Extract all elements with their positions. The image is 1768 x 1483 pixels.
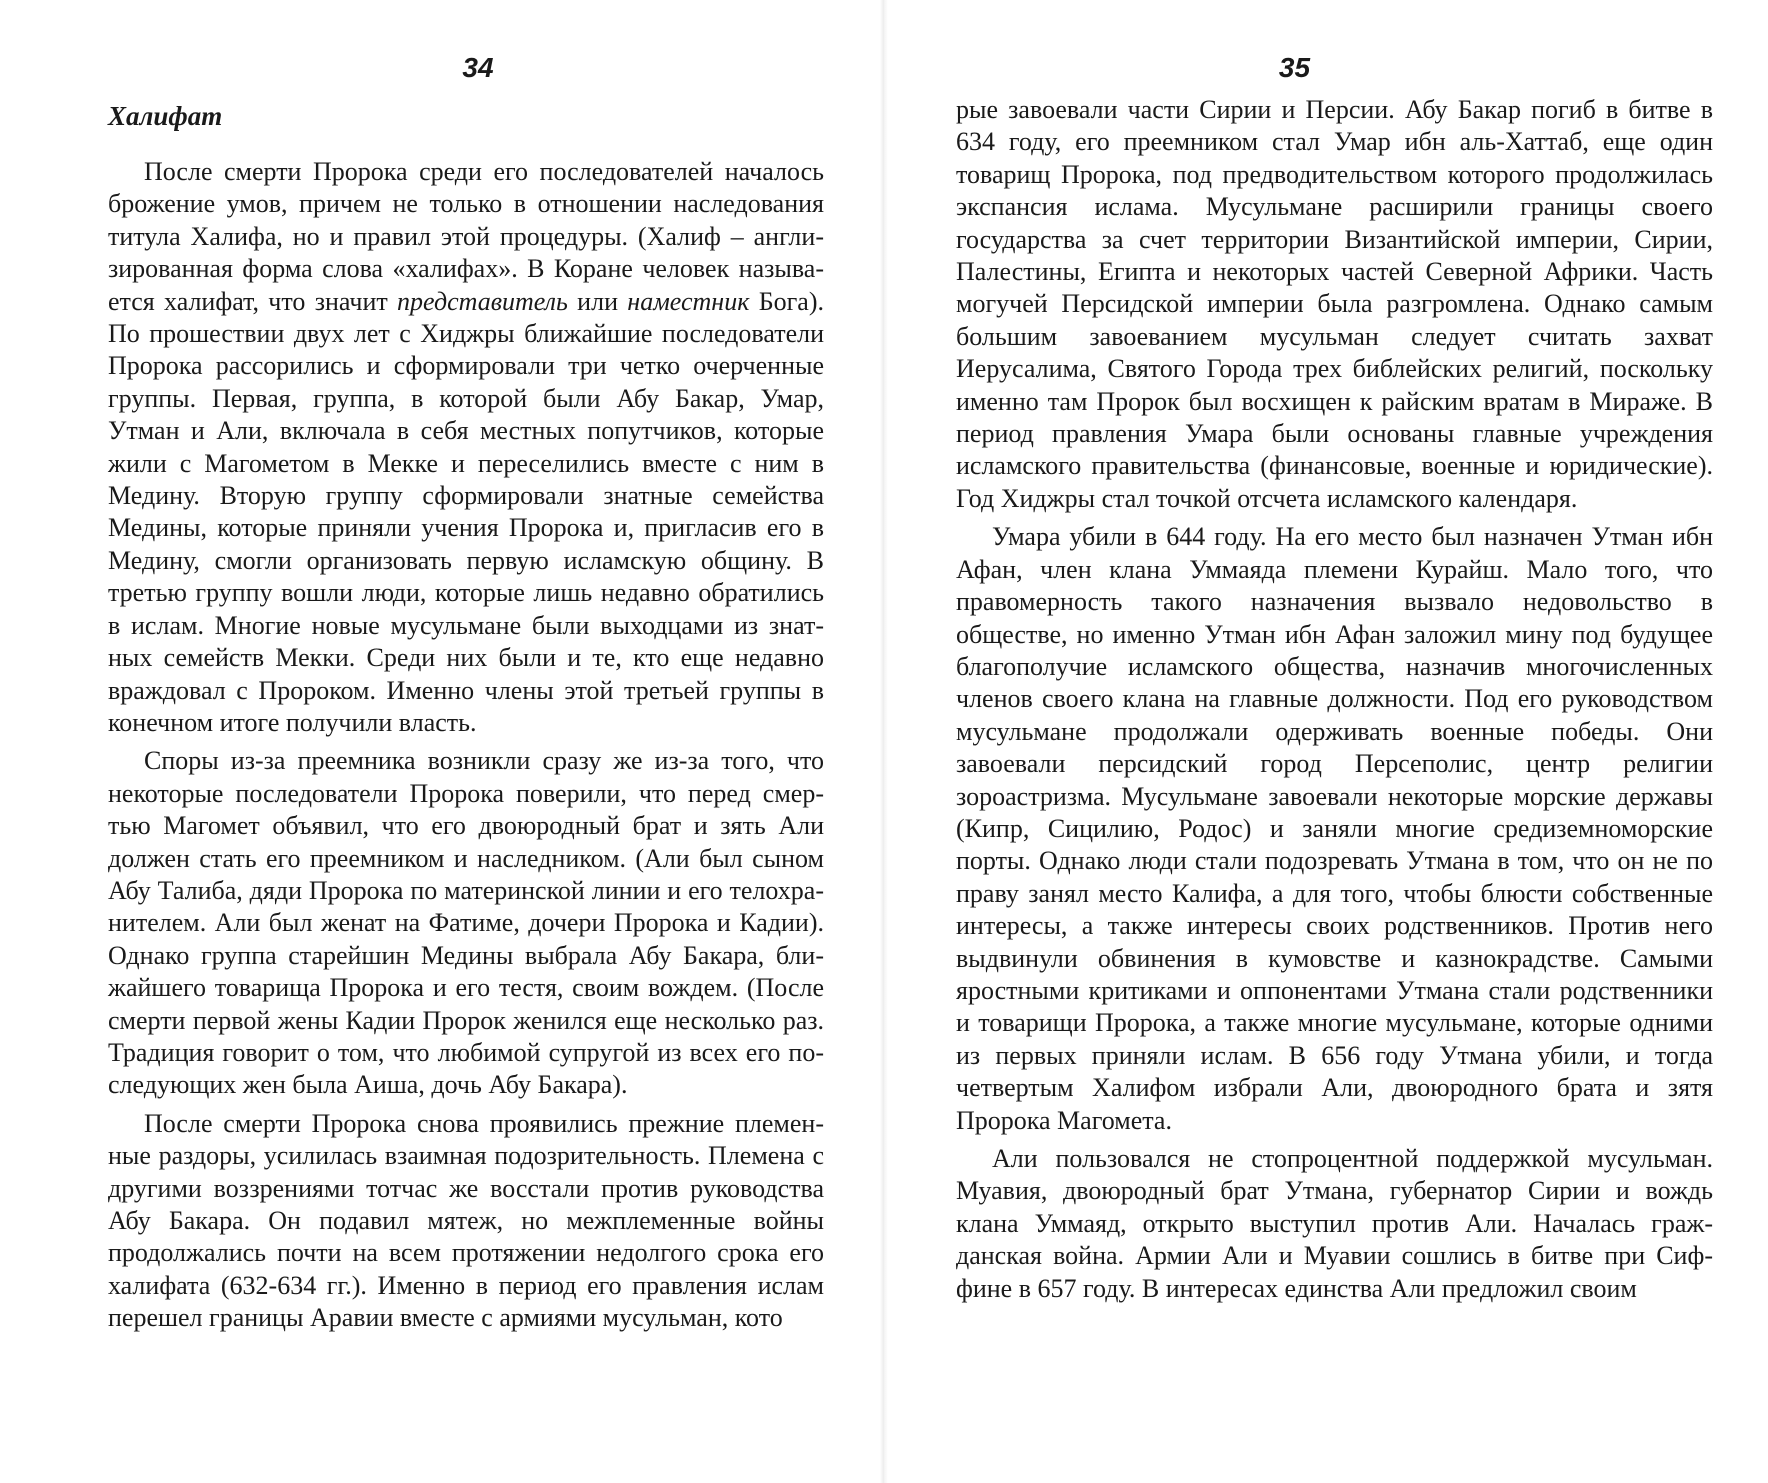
right-page-text [956,94,1713,1305]
paragraph: рые завоевали части Сирии и Персии. Абу Бакар погиб в битве в 634 году, его преемником стал Умар ибн аль-Хаттаб, еще один товарищ Пророка, под предводительством которого продолжилась экспансия ислама. Мусульмане расширили границы своего государства за счет территории Византийской империи, Сирии, Палестины, Египта и некоторых частей Северной Африки. Часть могучей Персидской империи была разгромлена. Однако самым большим завоеванием мусульман следует считать захват Иерусалима, Святого Города трех библейских религий, поскольку именно там Пророк был восхищен к райским вратам в Мираже. В период правления Умара были основаны главные учреждения исламского правительства (финансовые, военные и юридические). Год Хиджры стал точкой отсчета исламского календаря. [956,95,1713,513]
paragraph: После смерти Пророка снова проявились прежние племенные раздоры, усилилась взаимная подозрительность. Племена с другими воззрениями тотчас же восстали против руководства Абу Бакара. Он подавил мятеж, но межплеменные войны продолжались почти на всем протяжении недолгого срока его халифата (632-634 гг.). Именно в период его правления ислам перешел границы Аравии вместе с армиями мусульман, кото [108,1108,824,1333]
paragraph: Али пользовался не стопроцентной поддержкой мусульман. Муавия, двоюродный брат Утмана, губернатор Сирии и вождь клана Уммаяд, открыто выступил против Али. Началась гражданская война. Армии Али и Муавии сошлись в битве при Сиффине в 657 году. В интересах единства Али предложил своим [956,1144,1713,1303]
right-page [884,0,1768,1483]
text-run: После смерти Пророка среди его последователей началось брожение умов, причем не только в отношении наследования титула Халифа, но и правил этой процедуры. (Халиф – англизированная форма слова «халифах». В Коране человек называется халифат, что значит [108,157,824,316]
section-heading: Халифат [108,101,223,131]
paragraph: Споры из-за преемника возникли сразу же из-за того, что некоторые последователи Пророка поверили, что перед смертью Магомет объявил, что его двоюродный брат и зять Али должен стать его преемником и наследником. (Али был сыном Абу Талиба, дяди Пророка по материнской линии и его телохранителем. Али был женат на Фатиме, дочери Пророка и Кадии). Однако группа старейшин Медины выбрала Абу Бакара, ближайшего товарища Пророка и его тестя, своим вождем. (После смерти первой жены Кадии Пророк женился еще несколько раз. Традиция говорит о том, что любимой супругой из всех его последующих жен была Аиша, дочь Абу Бакара). [108,746,824,1100]
paragraph: Умара убили в 644 году. На его место был назначен Утман ибн Афан, член клана Уммаяда племени Курайш. Мало того, что правомерность такого назначения вызвало недовольство в обществе, но именно Утман ибн Афан заложил мину под будущее благополучие исламского общества, назначив многочисленных членов своего клана на главные должности. Под его руководством мусульмане продолжали одерживать военные победы. Они завоевали персидский город Персеполис, центр религии зороастризма. Мусульмане завоевали некоторые морские державы (Кипр, Сицилию, Родос) и заняли многие средиземноморские порты. Однако люди стали подозревать Утмана в том, что он не по праву занял место Калифа, а для того, чтобы блюсти собственные интересы, а также интересы своих родственников. Против него выдвинули обвинения в кумовстве и казнокрадстве. Самыми яростными критиками и оппонентами Утмана стали родственники и товарищи Пророка, а также многие мусульмане, которые одними из первых приняли ислам. В 656 году Утмана убили, и тогда четвертым Халифом избрали Али, двоюродного брата и зятя Пророка Магомета. [956,522,1713,1135]
paragraph [108,156,824,739]
page-number-right: 35 [1278,52,1311,83]
italic-term: наместник [627,286,750,316]
italic-term: представитель [397,286,568,316]
text-run: Бога). По прошествии двух лет с Хиджры ближайшие последователи Пророка рассорились и сформировали три четко очерченные группы. Первая, группа, в которой были Абу Бакар, Умар, Утман и Али, включала в себя местных попутчиков, которые жили с Магометом в Мекке и переселились вместе с ним в Медину. Вторую группу сформировали знатные семейства Медины, которые приняли учения Пророка и, пригласив его в Медину, смогли организовать первую исламскую общину. В третью группу вошли люди, которые лишь недавно обратились в ислам. Многие новые мусульмане были выходцами из знатных семейств Мекки. Среди них были и те, кто еще недавно враждовал с Пророком. Именно члены этой третьей группы в конечном итоге получили власть. [108,286,824,737]
text-run: или [567,286,628,316]
page-number-left: 34 [462,52,494,83]
